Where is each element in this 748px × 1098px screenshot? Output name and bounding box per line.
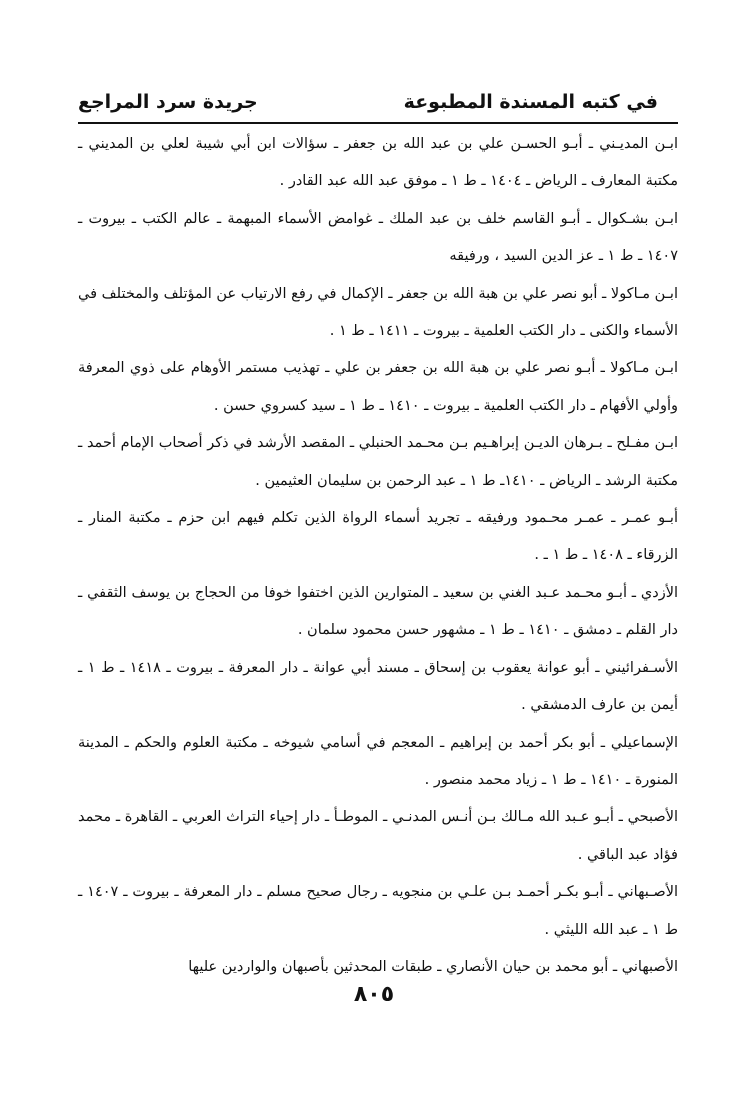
reference-entry: [78, 949, 678, 986]
reference-entry: [78, 575, 678, 650]
reference-list: [78, 126, 678, 986]
reference-entry-text: الأزدي ـ أبـو محـمد عـبد الغني بن سعيد ـ المتوارين الذين اختفوا خوفا من الحجاج بن يوسف الثقفي ـ دار القلم ـ دمشق ـ ١٤١٠ ـ ط ١ ـ مشهور حسن محمود سلمان .: [78, 584, 678, 639]
reference-entry: [78, 650, 678, 725]
reference-entry-text: ابـن مـاكولا ـ أبو نصر علي بن هبة الله بن جعفر ـ الإكمال في رفع الارتياب عن المؤتلف والمختلف في الأسماء والكنى ـ دار الكتب العلمية ـ بيروت ـ ١٤١١ ـ ط ١ .: [78, 285, 678, 340]
reference-entry-text: الأصبحي ـ أبـو عـبد الله مـالك بـن أنـس المدنـي ـ الموطـأ ـ دار إحياء التراث العربي ـ القاهرة ـ محمد فؤاد عبد الباقي .: [78, 809, 678, 863]
reference-entry-text: الأصبهاني ـ أبو محمد بن حيان الأنصاري ـ طبقات المحدثين بأصبهان والواردين عليها: [188, 958, 678, 975]
reference-entry: [78, 126, 678, 201]
book-title: في كتبه المسندة المطبوعة: [403, 91, 658, 113]
reference-entry-text: ابـن بشـكوال ـ أبـو القاسم خلف بن عبد الملك ـ غوامض الأسماء المبهمة ـ عالم الكتب ـ بيروت ـ ١٤٠٧ ـ ط ١ ـ عز الدين السيد ، ورفيقه: [78, 210, 678, 265]
reference-entry: [78, 799, 678, 874]
page-number: ٨٠٥: [353, 982, 395, 1007]
header-rule: [78, 122, 678, 124]
reference-entry: [78, 201, 678, 276]
reference-entry: [78, 874, 678, 949]
reference-entry-text: الأصـبهاني ـ أبـو بكـر أحمـد بـن علـي بن منجويه ـ رجال صحيح مسلم ـ دار المعرفة ـ بيروت ـ ١٤٠٧ ـ ط ١ ـ عبد الله الليثي .: [78, 884, 678, 938]
running-header: [78, 84, 658, 120]
reference-entry-text: أبـو عمـر ـ عمـر محـمود ورفيقه ـ تجريد أسماء الرواة الذين تكلم فيهم ابن حزم ـ مكتبة المنار ـ الزرقاء ـ ١٤٠٨ ـ ط ١ ـ .: [78, 510, 678, 564]
reference-entry-text: ابـن المديـني ـ أبـو الحسـن علي بن عبد الله بن جعفر ـ سؤالات ابن أبي شيبة لعلي بن المديني ـ مكتبة المعارف ـ الرياض ـ ١٤٠٤ ـ ط ١ ـ موفق عبد الله عبد القادر .: [78, 136, 678, 190]
reference-entry: [78, 725, 678, 800]
reference-entry-text: ابـن مفـلح ـ بـرهان الديـن إبراهـيم بـن محـمد الحنبلي ـ المقصد الأرشد في ذكر أصحاب الإمام أحمد ـ مكتبة الرشد ـ الرياض ـ ١٤١٠ـ ط ١ ـ عبد الرحمن بن سليمان العثيمين .: [78, 435, 678, 489]
section-title: جريدة سرد المراجع: [78, 91, 258, 113]
reference-entry-text: الأسـفرائيني ـ أبو عوانة يعقوب بن إسحاق ـ مسند أبي عوانة ـ دار المعرفة ـ بيروت ـ ١٤١٨ ـ ط ١ ـ أيمن بن عارف الدمشقي .: [78, 659, 678, 714]
reference-entry: [78, 276, 678, 351]
reference-entry: [78, 350, 678, 425]
reference-entry-text: الإسماعيلي ـ أبو بكر أحمد بن إبراهيم ـ المعجم في أسامي شيوخه ـ مكتبة العلوم والحكم ـ المدينة المنورة ـ ١٤١٠ ـ ط ١ ـ زياد محمد منصور .: [78, 734, 678, 788]
reference-entry: [78, 425, 678, 500]
reference-entry-text: ابـن مـاكولا ـ أبـو نصر علي بن هبة الله بن جعفر بن علي ـ تهذيب مستمر الأوهام على ذوي المعرفة وأولي الأفهام ـ دار الكتب العلمية ـ بيروت ـ ١٤١٠ ـ ط ١ ـ سيد كسروي حسن .: [78, 360, 678, 414]
reference-entry: [78, 500, 678, 575]
